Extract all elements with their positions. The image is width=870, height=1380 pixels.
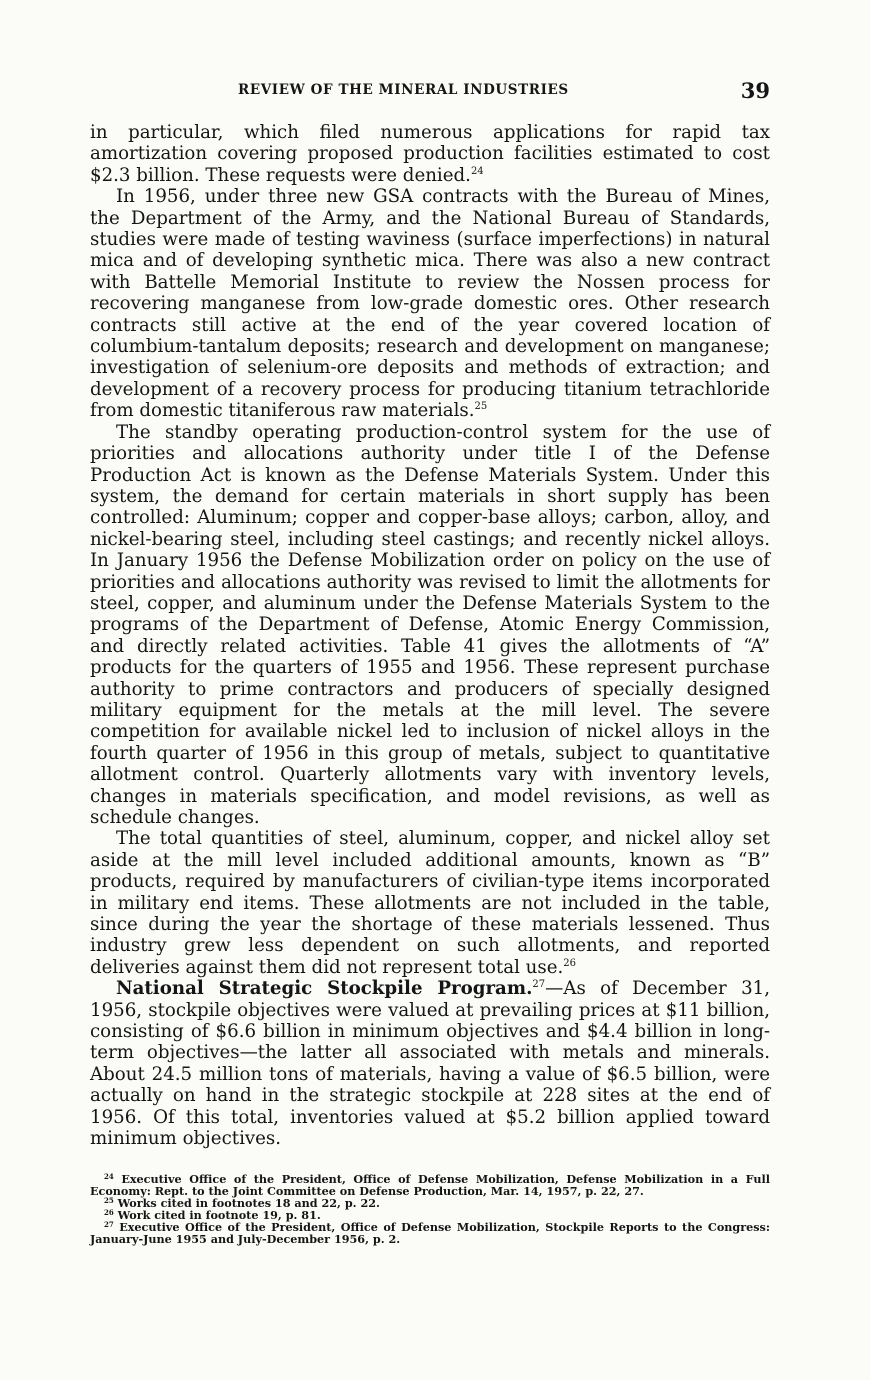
paragraph-4-text: The total quantities of steel, aluminum, copper, and nickel alloy set aside at the mill level included additional amounts, known as “B” products, required by manufacturers of civilian-type items incorporated in military end items. These allotments are not included in the table, since during the year the shortage of these materials lessened. Thus industry grew less dependent on such allotments, and reported deliveries against them did not represent total use. xyxy=(90,828,770,978)
paragraph-1-text: in particular, which filed numerous applications for rapid tax amortization covering proposed production facilities estimated to cost $2.3 billion. These requests were denied. xyxy=(90,122,770,186)
paragraph-4 xyxy=(90,828,770,978)
footnotes xyxy=(90,1173,770,1245)
footnote-24 xyxy=(90,1173,770,1197)
paragraph-3 xyxy=(90,422,770,829)
footnote-text: Executive Office of the President, Office of Defense Mobilization, Defense Mobilization in a Full Economy: Rept. to the Joint Committee on Defense Production, Mar. 14, 1957, p. 22, 27. xyxy=(90,1172,770,1198)
body-text xyxy=(90,122,770,1150)
footnote-ref-24: 24 xyxy=(470,165,484,177)
footnote-number: 24 xyxy=(104,1172,114,1181)
paragraph-3-text: The standby operating production-control system for the use of priorities and allocations authority under title I of the Defense Production Act is known as the Defense Materials System. Under this system, the demand for certain materials in short supply has been controlled: Aluminum; copper and copper-base alloys; carbon, alloy, and nickel-bearing steel, including steel castings; and recently nickel alloys. In January 1956 the Defense Mobilization order on policy on the use of priorities and allocations authority was revised to limit the allotments for steel, copper, and aluminum under the Defense Materials System to the programs of the Department of Defense, Atomic Energy Commission, and directly related activities. Table 41 gives the allotments of “A” products for the quarters of 1955 and 1956. These represent purchase authority to prime contractors and producers of specially designed military equipment for the metals at the mill level. The severe competition for available nickel led to inclusion of nickel alloys in the fourth quarter of 1956 in this group of metals, subject to quantitative allotment control. Quarterly allotments vary with inventory levels, changes in materials specification, and model revisions, as well as schedule changes. xyxy=(90,421,770,828)
page-header xyxy=(90,78,770,106)
footnote-number: 25 xyxy=(104,1196,114,1205)
page-number: 39 xyxy=(740,78,770,103)
paragraph-1 xyxy=(90,122,770,186)
footnote-ref-27: 27 xyxy=(532,979,546,991)
paragraph-2-text: In 1956, under three new GSA contracts with the Bureau of Mines, the Department of the Army, and the National Bureau of Standards, studies were made of testing waviness (surface imperfections) in natural mica and of developing synthetic mica. There was also a new contract with Battelle Memorial Institute to review the Nossen process for recovering manganese from low-grade domestic ores. Other research contracts still active at the end of the year covered location of columbium-tantalum deposits; research and development on manganese; investigation of selenium-ore deposits and methods of extraction; and development of a recovery process for producing titanium tetrachloride from domestic titaniferous raw materials. xyxy=(90,186,770,422)
footnote-text: Works cited in footnotes 18 and 22, p. 22. xyxy=(117,1196,380,1210)
footnote-ref-25: 25 xyxy=(474,401,488,413)
footnote-number: 27 xyxy=(104,1220,114,1229)
footnote-number: 26 xyxy=(104,1208,114,1217)
footnote-text: Executive Office of the President, Office of Defense Mobilization, Stockpile Reports to the Congress: January-June 1955 and July-December 1956, p. 2. xyxy=(90,1220,770,1246)
footnote-27 xyxy=(90,1221,770,1245)
footnote-text: Work cited in footnote 19, p. 81. xyxy=(117,1208,321,1222)
paragraph-5 xyxy=(90,978,770,1149)
paragraph-5-text: —As of December 31, 1956, stockpile objectives were valued at prevailing prices at $11 billion, consisting of $6.6 billion in minimum objectives and $4.4 billion in long-term objectives—the latter all associated with metals and minerals. About 24.5 million tons of materials, having a value of $6.5 billion, were actually on hand in the strategic stockpile at 228 sites at the end of 1956. Of this total, inventories valued at $5.2 billion applied toward minimum objectives. xyxy=(90,978,770,1150)
running-head: REVIEW OF THE MINERAL INDUSTRIES xyxy=(238,82,569,98)
footnote-ref-26: 26 xyxy=(563,957,576,969)
section-runin-heading: National Strategic Stockpile Program. xyxy=(116,978,533,1000)
paragraph-2 xyxy=(90,186,770,421)
